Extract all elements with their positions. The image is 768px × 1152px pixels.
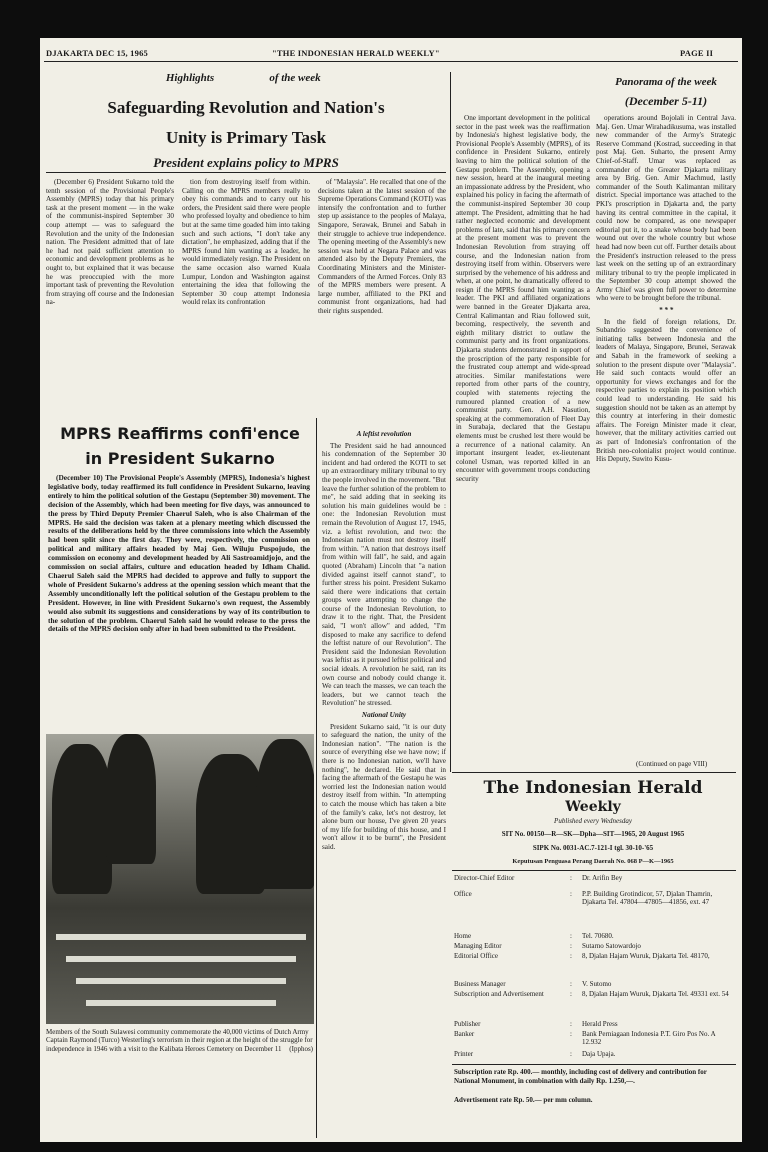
panorama-col1-text: One important development in the political sector in the past week was the reaffirmation by Indonesia's highest legislative body, the Provisional People's Assembly (MPRS), of its confidence in President Sukarno, entirely leaving to him the political solution of the Gestapu problem. The Assembly, opening a new session, heard at the inaugural meeting an impassionate address by the President, who explained his policy in facing the aftermath of the communist-inspired September 30 coup attempt. The President, admitting that he had rather neglected economic and development problems of late, said that his primary concern at the present moment was to prevent the Indonesian Revolution from straying off course, and the Indonesian nation from destroying itself from within. Observers were surprised by the vehemence of his address and when, at one point, he dramatically offered to resign if the MPRS found him wanting as a leader. The PKI and affiliated organizations were banned in the Greater Djakarta area, Central Kalimantan and Riau followed suit, becoming, respectively, the seventh and eighth military district to outlaw the communist party and its front organizations. Djakarta students demonstrated in support of the proscription of the party responsible for the frustrated coup attempt and wide-spread atrocities. Similar manifestations were reported from other parts of the country, coupled with statements rejecting the rumoured planned creation of a new communist party. Gen. A.H. Nasution, speaking at the commemoration of Fleet Day in Surabaja, declared that the Gestapu elements must be crushed lest there would be a recurrence of a national calamity. An important insurgent leader, ex-lieutenant colonel Usman, was reported killed in an encounter with government troops conducting security: [456, 114, 590, 483]
highlights-col3-text: of "Malaysia". He recalled that one of the decisions taken at the latest session of the Supreme Operations Command (KOTI) was intensify the confrontation and to further step up assistance to the peoples of Malaya, Singapore, Serawak, Brunei and Sabah in their struggle to achieve true independence. The opening meeting of the Assembly's new session was held at Negara Palace and was attended also by the Deputy Premiers, the Coordinating Ministers and the Minister-Commanders of the Armed Forces. Only 83 of the MPRS members were present. A large number, affiliated to the PKI and communist front organizations, had had their rights suspended.: [318, 178, 446, 315]
mprs-body-text: (December 10) The Provisional People's Assembly (MPRS), Indonesia's highest legislative body, today reaffirmed its full confidence in President Sukarno, leaving entirely to him the political solution of the Gestapu (September 30) movement. The decision of the Assembly, which had been meeting for five days, was announced to the press by Third Deputy Premier Chaerul Saleh, who is also Chairman of the MPRS. He said the decision was taken at a plenary meeting which discussed the results of the deliberations held by the three commissions into which the Assembly had been split since the first day. They were, respectively, the commission on political and military affairs headed by Maj Gen. Wiluju Puspojudo, the commission on economy and development headed by Ali Sastroamidjojo, and the commission on social affairs, culture and education headed by Idham Chalid. Chaerul Saleh said the MPRS had decided to approve and fully to support the whole of President Sukarno's address at the opening session which meant that the Assembly unconditionally left the political solution of the Gestapu problem to the President. However, in line with President Sukarno's own request, the Assembly would also submit its suggestions and considerations by way of its contribution to the solution of the problem. Chaerul Saleh said he would release to the press the details of the MPRS decision only after in had been submitted to the President.: [48, 474, 310, 634]
leftist-subhead: A leftist revolution: [356, 430, 412, 438]
advertisement-rate: Advertisement rate Rp. 50.— per mm column.: [454, 1096, 593, 1104]
highlights-col1-text: (December 6) President Sukarno told the tenth session of the Provisional People's Assembly (MPRS) today that his primary task at the present moment — in the wake of the communist-inspired September 30 coup attempt — was to safeguard the Revolution and the unity of the Indonesian nation. The President admitted that of late he had not paid sufficient attention to economic and development problems as he ought to, but explained that it was because he was preoccupied with the more important task of preventing the Revolution from straying off course and the Indonesian na-: [46, 178, 174, 307]
masthead-row-value: Bank Perniagaan Indonesia P.T. Giro Pos No. A 12.932: [582, 1030, 716, 1047]
column-rule-right: [450, 72, 451, 772]
cemetery-photo: [46, 734, 314, 1024]
national-unity-subhead: National Unity: [361, 711, 407, 719]
leftist-text: The President said he had announced his condemnation of the September 30 incident and had ordered the KOTI to set up an extraordinary military tribunal to try the people involved in the movement. "But leave the further solution of the problem to me", he said adding that in seeking its solution his main guidelines would be : one: the Indonesian Revolution must remain the Revolution of August 17, 1945, viz. a leftist revolution, and two: the Indonesian nation must not destroy itself from within. "A nation that destroys itself from within will fall", he said, and again quoted (Abraham) Lincoln that "a nation divided against itself cannot stand", to further stress his point. President Sukarno said there were indications that certain groups were attempting to change the course of the Indonesian Revolution, to draw it to the right. That, the President said, "I won't allow" and added, "I'm disposed to make any sacrifice to defend the leftist nature of our Revolution". The President said the Indonesian Revolution was leftist as it pursued leftist political and social ideals. A revolution he said, ran its own course and nobody could change it. We can teach the masses, we can teach the leaders, but we cannot teach the Revolution" he stressed.: [322, 441, 446, 708]
column-rule-left: [316, 418, 317, 1138]
photo-caption: [46, 1028, 316, 1053]
header-page-number: PAGE II: [680, 48, 714, 58]
highlights-kicker-right: of the week: [269, 72, 321, 84]
masthead-row-value: V. Sutomo: [582, 980, 612, 988]
panorama-foreign-relations-text: In the field of foreign relations, Dr. Subandrio suggested the convenience of initiating talks between Indonesia and the leaders of Malaya, Singapore, Brunei, Serawak and Sabah in the framework of seeking a solution to the present dispute over "Malaysia". He said such contacts would offer an opportunity for views exchanges and for the respective parties to explain its position which could lead to understanding. He said his suggestion should not be taken as an attempt by this country at interfering in their domestic affairs. The Foreign Minister made it clear, however, that the military activities carried out as part of Indonesia's confrontation of the British neo-colonialist project would continue. His Deputy, Suwito Kusu-: [596, 317, 736, 464]
masthead-row-value: 8, Djalan Hajam Wuruk, Djakarta Tel. 49331 ext. 54: [582, 990, 729, 998]
masthead-rule: [452, 870, 736, 871]
masthead-permit: Keputusan Penguasa Perang Daerah No. 068 P—K—1965: [512, 858, 674, 865]
panorama-title: Panorama of the week: [615, 76, 717, 88]
continued-note: (Continued on page VIII): [636, 760, 708, 768]
masthead-row-value: Daja Upaja.: [582, 1050, 616, 1058]
newspaper-page: DJAKARTA DEC 15, 1965 "THE INDONESIAN HERALD WEEKLY" PAGE II Highlights of the week Safeguarding Revolution and Nation's Unity is Primary Task President explains policy to MPRS (December 6) President Sukarno told the tenth session of the Provisional People's Assembly (MPRS) today that his primary task at the present moment — in the wake of the communist-inspired September 30 coup attempt — was to safeguard the Revolution and the unity of the Indonesian nation. The President admitted that of late he had not paid sufficient attention to economic and development problems as he ought to, but explained that it was because he was preoccupied with the more important task of preventing the Revolution from straying off course and the Indonesian na- tion from destroying itself from within. Calling on the MPRS members really to obey his commands and to carry out his orders, the President said there were people who professed loyalty and obedience to him but at the same time goaded him into taking such and such actions, "I don't take any dictation", he emphasized, adding that if the MPRS found him wanting as a leader, he would immediately resign. The President on the same occasion also warned Kuala Lumpur, London and Washington against entertaining the idea that following the September 30 coup attempt Indonesia would relax its confrontation of "Malaysia". He recalled that one of the decisions taken at the latest session of the Supreme Operations Command (KOTI) was intensify the confrontation and to further step up assistance to the peoples of Malaya, Singapore, Serawak, Brunei and Sabah in their struggle to achieve true independence. The opening meeting of the Assembly's new session was held at Negara Palace and was attended also by the Deputy Premiers, the Coordinating Ministers and the Minister-Commanders of the Armed Forces. Only 83 of the MPRS members were present. A large number, affiliated to the PKI and communist front organizations, had had their rights suspended. MPRS Reaffirms confi'ence in President Sukarno (December 10) The Provisional People's Assembly (MPRS), Indonesia's highest legislative body, today reaffirmed its full confidence in President Sukarno, leaving entirely to him the political solution of the Gestapu (September 30) movement. The decision of the Assembly, which had been meeting for five days, was announced to the press by Third Deputy Premier Chaerul Saleh, who is also Chairman of the MPRS. He said the decision was taken at a plenary meeting which discussed the results of the deliberations held by the three commissions into which the Assembly had been split since the first day. They were, respectively, the commission on political and military affairs headed by Maj Gen. Wiluju Puspojudo, the commission on economy and development headed by Ali Sastroamidjojo, and the commission on social affairs, culture and education headed by Idham Chalid. Chaerul Saleh said the MPRS had decided to approve and fully to support the whole of President Sukarno's address at the opening session which meant that the Assembly unconditionally left the political solution of the Gestapu problem to the President. However, in line with President Sukarno's own request, the Assembly would also submit its suggestions and considerations by way of its contribution to the solution of the problem. Chaerul Saleh said he would release to the press the details of the MPRS decision only after in had been submitted to the President. Members of the South Sulawesi community commemorate the 40,000 victims of Dutch Army Captain Raymond (Turco) Westerling's terrorism in their region at the height of the struggle for independence in 1946 with a visit to the Kalibata Heroes Cemetery on December 11 (Ipphos) A leftist revolution The President said he had announced his condemnation of the September 30 incident and had ordered the KOTI to set up an extraordinary military tribunal to try the people involved in the movement. "But leave the further solution of the problem to me", he said adding that in seeking its solution his main guidelines would be : one: the Indonesian Revolution must remain the Revolution of August 17, 1945, viz. a leftist revolution, and two: the Indonesian nation must not destroy itself from within. "A nation that destroys itself from within will fall", he said, and again quoted (Abraham) Lincoln that "a nation divided against itself cannot stand", to further stress his point. President Sukarno said there were indications that certain groups were attempting to change the course of the Indonesian Revolution, to draw it to the right. That, the President said, "I won't allow" and added, "I'm disposed to make any sacrifice to defend the leftist nature of our Revolution". The President said the Indonesian Revolution was leftist as it pursued leftist political and social ideals. A revolution he said, ran its own course and nobody could change it. We can teach the masses, we can teach the leaders, but we cannot teach the Revolution" he stressed. National Unity President Sukarno said, "it is our duty to safeguard the nation, the unity of the Indonesian nation". "The nation is the source of everything else we have now; if there is no Indonesian nation, we'll have nothing", he declared. He said that in facing the aftermath of the Gestapu he was worried lest the Indonesian nation would destroy itself from within. "In attempting to catch the mouse which has taken a bite of the family's cake, let's not destroy, let alone burn our house, I've given 20 years of my life for building of this house, and I won't allow it to be burnt", the President said. One important development in the political sector in the past week was the reaffirmation by Indonesia's highest legislative body, the Provisional People's Assembly (MPRS), of its confidence in President Sukarno, entirely leaving to him the political solution of the Gestapu problem. The Assembly, opening a new session, heard at the inaugural meeting an impassionate address by the President, who explained his policy in facing the aftermath of the communist-inspired September 30 coup attempt. The President, admitting that he had rather neglected economic and development problems of late, said that his primary concern at the present moment was to prevent the Indonesian Revolution from straying off course, and the Indonesian nation from destroying itself from within. Observers were surprised by the vehemence of his address and when, at one point, he dramatically offered to resign if the MPRS found him wanting as a leader. The PKI and affiliated organizations were banned in the Greater Djakarta area, Central Kalimantan and Riau followed suit, becoming, respectively, the seventh and eighth military district to outlaw the communist party and its front organizations. Djakarta students demonstrated in support of the proscription of the party responsible for the frustrated coup attempt and wide-spread atrocities. Similar manifestations were reported from other parts of the country, coupled with statements rejecting the rumoured planned creation of a new communist party. Gen. A.H. Nasution, speaking at the commemoration of Fleet Day in Surabaja, declared that the Gestapu elements must be crushed lest there would be a recurrence of a national calamity. An important insurgent leader, ex-lieutenant colonel Usman, was reported killed in an encounter with government troops conducting security Panorama of the week (December 5-11) operations around Bojolali in Central Java. Maj. Gen. Umar Wirahadikusuma, was installed new commander of the Army's Strategic Reserve Command (Kostrad, succeeding in that post Maj. Gen. Suharto, the present Army Chief-of-Staff. Umar was replaced as commander of the Greater Djakarta military area by Brig. Gen. Amir Machmud, lastly commander of the South Kalimantan military district. Special importance was attached to the PKI's proscription in Djakarta and, the party having its central committee in the capital, it could now be compared, as one newspaper editorial put it, to a snake whose body had been wound out over the whole country but whose head had now been cut off. Further details about the President's instruction released to the press last week on the setting up of an extraordinary military tribunal to try the people implicated in the September 30 coup attempt showed the Army Chief was given full power to determine who were to be brought before the tribunal. * * * In the field of foreign relations, Dr. Subandrio suggested the convenience of initiating talks between Indonesia and the leaders of Malaya, Singapore, Brunei, Serawak and Sabah in the framework of seeking a solution to the present dispute over "Malaysia". He said such contacts would offer an opportunity for views exchanges and for the respective parties to explain its position which could lead to understanding. He said his suggestion should not be taken as an attempt by this country at interfering in their domestic affairs. The Foreign Minister made it clear, however, that the military activities carried out as part of Indonesia's confrontation of the British neo-colonialist project would continue. His Deputy, Suwito Kusu- (Continued on page VIII) The Indonesian Herald Weekly Published every Wednesday SIT No. 00150—R—SK—Dpha—SIT—1965, 20 August 1965 SIPK No. 0031-AC.7-121-I tgl. 30-10-'65 Keputusan Penguasa Perang Daerah No. 068 P—K—1965 Director-Chief Editor : Dr. Arifin Bey Office : P.P. Building Grotindicor, 57, Djalan Thamrin, Djakarta Tel. 47804—47805—41856, ext. 47 Home : Tel. 70680. Managing Editor : Sutarno Satowardojo Editorial Office : 8, Djalan Hajam Wuruk, Djakarta Tel. 48170, Business Manager : V. Sutomo Subscription and Advertisement : 8, Djalan Hajam Wuruk, Djakarta Tel. 49331 ext. 54 Publisher : Herald Press Banker : Bank Perniagaan Indonesia P.T. Giro Pos No. A 12.932 Printer : Daja Upaja. Subscription rate Rp. 400.— monthly, including cost of delivery and contribution for National Monument, in combination with daily Rp. 1.250,—. Advertisement rate Rp. 50.— per mm column.: [40, 38, 742, 1142]
mprs-headline-line2: in President Sukarno: [85, 449, 275, 468]
masthead-row-label: Subscription and Advertisement: [454, 990, 544, 998]
masthead-row-value: Tel. 70680.: [582, 932, 614, 940]
highlights-col2-text: tion from destroying itself from within. Calling on the MPRS members really to obey his commands and to carry out his orders, the President said there were people who professed loyalty and obedience to him but at the same time goaded him into taking such and such actions, "I don't take any dictation", he emphasized, adding that if the MPRS found him wanting as a leader, he would immediately resign. The President on the same occasion also warned Kuala Lumpur, London and Washington against entertaining the idea that following the September 30 coup attempt Indonesia would relax its confrontation: [182, 178, 310, 307]
mprs-article: [48, 474, 310, 728]
national-unity-text: President Sukarno said, "it is our duty to safeguard the nation, the unity of the Indonesian nation". "The nation is the source of everything else we have now; if there is no Indonesian nation, we'll have nothing", he declared. He said that in facing the aftermath of the Gestapu he was worried lest the Indonesian nation would destroy itself from within. "In attempting to catch the mouse which has taken a bite of the family's cake, let's not destroy, let alone burn our house, I've given 20 years of my life for building of this house, and I won't allow it to be burnt", the President said.: [322, 722, 446, 851]
masthead-row-label: Banker: [454, 1030, 475, 1038]
highlights-headline-line1: Safeguarding Revolution and Nation's: [107, 98, 385, 117]
highlights-column-3: [318, 178, 446, 416]
photo-credit: (Ipphos): [289, 1044, 313, 1053]
section-divider-stars: * * *: [658, 306, 674, 315]
header-dateline: DJAKARTA DEC 15, 1965: [46, 48, 148, 58]
masthead-row-label: Business Manager: [454, 980, 506, 988]
page-header: [40, 38, 742, 60]
highlights-column-1: [46, 178, 174, 416]
subscription-rate: Subscription rate Rp. 400.— monthly, including cost of delivery and contribution for National Monument, in combination with daily Rp. 1.250,—.: [454, 1068, 707, 1085]
photo-caption-text: Members of the South Sulawesi community commemorate the 40,000 victims of Dutch Army Captain Raymond (Turco) Westerling's terrorism in their region at the height of the struggle for independence in 1946 with a visit to the Kalibata Heroes Cemetery on December 11: [46, 1028, 313, 1053]
masthead-title: The Indonesian Herald: [483, 778, 703, 798]
highlights-subheadline: President explains policy to MPRS: [153, 155, 339, 170]
masthead-row-value: Sutarno Satowardojo: [582, 942, 641, 950]
panorama-date: (December 5-11): [624, 94, 708, 108]
masthead-sit: SIT No. 00150—R—SK—Dpha—SIT—1965, 20 August 1965: [501, 830, 685, 838]
highlights-kicker-left: Highlights: [165, 72, 215, 84]
subheadline-rule: [46, 172, 446, 173]
header-paper-name: "THE INDONESIAN HERALD WEEKLY": [272, 48, 440, 58]
highlights-headline-line2: Unity is Primary Task: [165, 128, 327, 147]
masthead-row-label: Publisher: [454, 1020, 481, 1028]
masthead-subtitle: Weekly: [565, 799, 621, 815]
masthead-row-value: 8, Djalan Hajam Wuruk, Djakarta Tel. 48170,: [582, 952, 710, 960]
masthead-row-label: Editorial Office: [454, 952, 498, 960]
masthead-row-label: Managing Editor: [454, 942, 502, 950]
masthead-row-label: Office: [454, 890, 472, 898]
masthead-top-rule: [452, 772, 736, 773]
highlights-column-2: [182, 178, 310, 416]
panorama-column-2: [596, 114, 736, 756]
masthead-rates-rule: [452, 1064, 736, 1065]
header-rule: [44, 61, 738, 62]
masthead-row-value: Herald Press: [582, 1020, 618, 1028]
masthead-row-value: P.P. Building Grotindicor, 57, Djalan Thamrin, Djakarta Tel. 47804—47805—41856, ext. 47: [582, 890, 713, 907]
masthead-sipk: SIPK No. 0031-AC.7-121-I tgl. 30-10-'65: [532, 844, 654, 852]
leftist-revolution-column: [322, 430, 446, 1136]
panorama-column-1: [456, 114, 590, 770]
masthead-row-label: Printer: [454, 1050, 474, 1058]
masthead-row-label: Director-Chief Editor: [454, 874, 515, 882]
masthead-row-label: Home: [454, 932, 472, 940]
mprs-headline-line1: MPRS Reaffirms confi'ence: [60, 424, 300, 443]
panorama-col2-text: operations around Bojolali in Central Java. Maj. Gen. Umar Wirahadikusuma, was installed new commander of the Army's Strategic Reserve Command (Kostrad, succeeding in that post Maj. Gen. Suharto, the present Army Chief-of-Staff. Umar was replaced as commander of the Greater Djakarta military area by Brig. Gen. Amir Machmud, lastly commander of the South Kalimantan military district. Special importance was attached to the PKI's proscription in Djakarta and, the party having its central committee in the capital, it could now be compared, as one newspaper editorial put it, to a snake whose body had been wound out over the whole country but whose head had now been cut off. Further details about the President's instruction released to the press last week on the setting up of an extraordinary military tribunal to try the people implicated in the September 30 coup attempt showed the Army Chief was given full power to determine who were to be brought before the tribunal.: [596, 114, 736, 303]
masthead-published: Published every Wednesday: [554, 817, 632, 825]
masthead-row-value: Dr. Arifin Bey: [582, 874, 623, 882]
